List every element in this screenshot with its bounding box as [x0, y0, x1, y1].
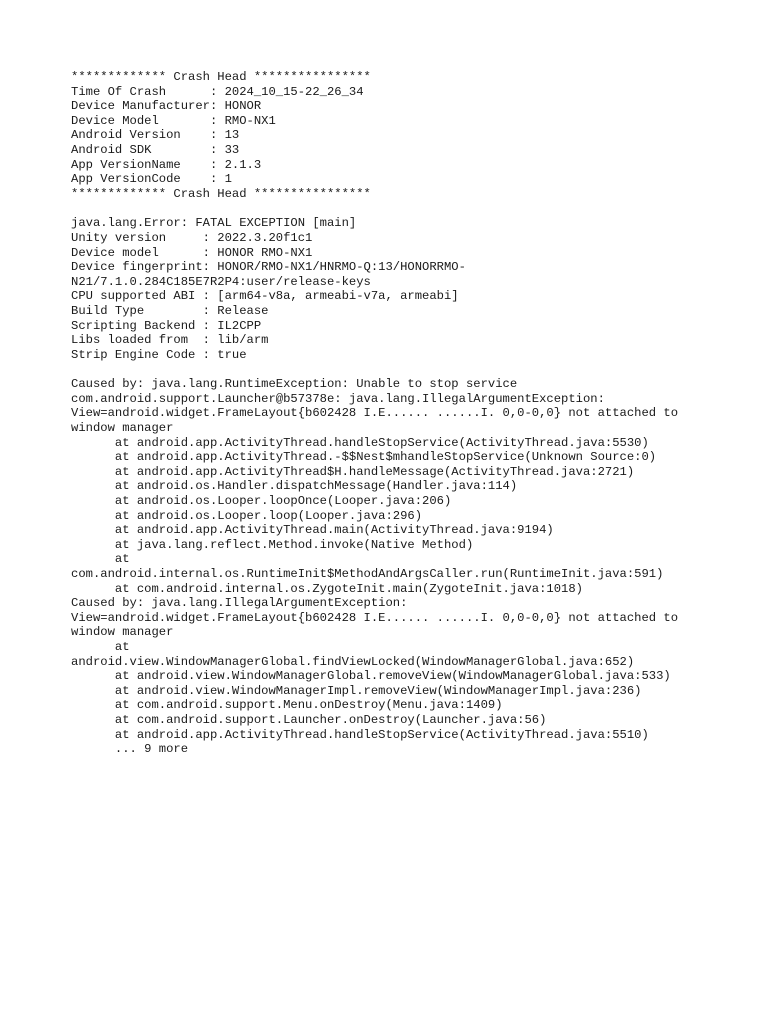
stack-frame-line: at android.app.ActivityThread.handleStopService(ActivityThread.java:5530) [71, 435, 649, 450]
device-fingerprint-line: Device fingerprint: HONOR/RMO-NX1/HNRMO-Q:13/HONORRMO- [71, 260, 466, 275]
scripting-backend-line: Scripting Backend : IL2CPP [71, 318, 262, 333]
stack-frame-line: at android.app.ActivityThread.-$$Nest$mhandleStopService(Unknown Source:0) [71, 450, 657, 465]
crash-head-section [71, 70, 761, 201]
app-version-code-line: App VersionCode : 1 [71, 172, 232, 187]
stack-trace-section [71, 377, 761, 756]
stack-frame-line: at android.view.WindowManagerImpl.removeView(WindowManagerImpl.java:236) [71, 683, 642, 698]
stack-trace-line: window manager [71, 625, 174, 640]
stack-frame-line: at com.android.internal.os.ZygoteInit.main(ZygoteInit.java:1018) [71, 581, 583, 596]
device-manufacturer-line: Device Manufacturer: HONOR [71, 99, 262, 114]
stack-frame-line: at java.lang.reflect.Method.invoke(Native Method) [71, 537, 474, 552]
error-info-section [71, 216, 761, 362]
stack-frame-line: at android.app.ActivityThread.handleStopService(ActivityThread.java:5510) [71, 727, 649, 742]
section-gap [71, 201, 761, 216]
stack-trace-line: com.android.support.Launcher@b57378e: java.lang.IllegalArgumentException: [71, 391, 605, 406]
stack-frame-line: at [71, 639, 130, 654]
app-version-name-line: App VersionName : 2.1.3 [71, 157, 262, 172]
fatal-exception-line: java.lang.Error: FATAL EXCEPTION [main] [71, 216, 357, 231]
stack-frame-line: at android.view.WindowManagerGlobal.removeView(WindowManagerGlobal.java:533) [71, 669, 671, 684]
more-frames-line: ... 9 more [71, 742, 189, 757]
stack-frame-line: at android.os.Looper.loopOnce(Looper.java:206) [71, 494, 452, 509]
device-model-info-line: Device model : HONOR RMO-NX1 [71, 245, 313, 260]
stack-trace-line: View=android.widget.FrameLayout{b602428 I.E...... ......I. 0,0-0,0} not attached to [71, 406, 679, 421]
crash-log-document [71, 70, 761, 757]
stack-frame-line: at com.android.support.Menu.onDestroy(Menu.java:1409) [71, 698, 503, 713]
stack-frame-line: at android.os.Handler.dispatchMessage(Handler.java:114) [71, 479, 518, 494]
libs-loaded-line: Libs loaded from : lib/arm [71, 333, 269, 348]
stack-frame-line: android.view.WindowManagerGlobal.findViewLocked(WindowManagerGlobal.java:652) [71, 654, 635, 669]
strip-engine-code-line: Strip Engine Code : true [71, 347, 247, 362]
device-model-line: Device Model : RMO-NX1 [71, 113, 276, 128]
build-type-line: Build Type : Release [71, 303, 269, 318]
stack-frame-line: at [71, 552, 130, 567]
caused-by-illegal-argument-line: Caused by: java.lang.IllegalArgumentException: [71, 596, 408, 611]
android-version-line: Android Version : 13 [71, 128, 240, 143]
android-sdk-line: Android SDK : 33 [71, 142, 240, 157]
stack-frame-line: at android.app.ActivityThread$H.handleMessage(ActivityThread.java:2721) [71, 464, 635, 479]
stack-frame-line: com.android.internal.os.RuntimeInit$MethodAndArgsCaller.run(RuntimeInit.java:591) [71, 567, 664, 581]
stack-trace-line: window manager [71, 421, 174, 436]
crash-head-banner-top: ************* Crash Head **************** [71, 70, 371, 84]
time-of-crash-line: Time Of Crash : 2024_10_15-22_26_34 [71, 84, 364, 99]
section-gap [71, 362, 761, 377]
unity-version-line: Unity version : 2022.3.20f1c1 [71, 230, 313, 245]
stack-frame-line: at android.os.Looper.loop(Looper.java:296) [71, 508, 423, 523]
device-fingerprint-continued-line: N21/7.1.0.284C185E7R2P4:user/release-keys [71, 274, 371, 289]
stack-frame-line: at com.android.support.Launcher.onDestroy(Launcher.java:56) [71, 712, 547, 727]
cpu-abi-line: CPU supported ABI : [arm64-v8a, armeabi-v7a, armeabi] [71, 289, 459, 304]
crash-head-banner-bottom: ************* Crash Head **************** [71, 186, 371, 201]
stack-frame-line: at android.app.ActivityThread.main(ActivityThread.java:9194) [71, 523, 554, 538]
caused-by-runtime-exception-line: Caused by: java.lang.RuntimeException: Unable to stop service [71, 377, 518, 392]
stack-trace-line: View=android.widget.FrameLayout{b602428 I.E...... ......I. 0,0-0,0} not attached to [71, 610, 679, 625]
